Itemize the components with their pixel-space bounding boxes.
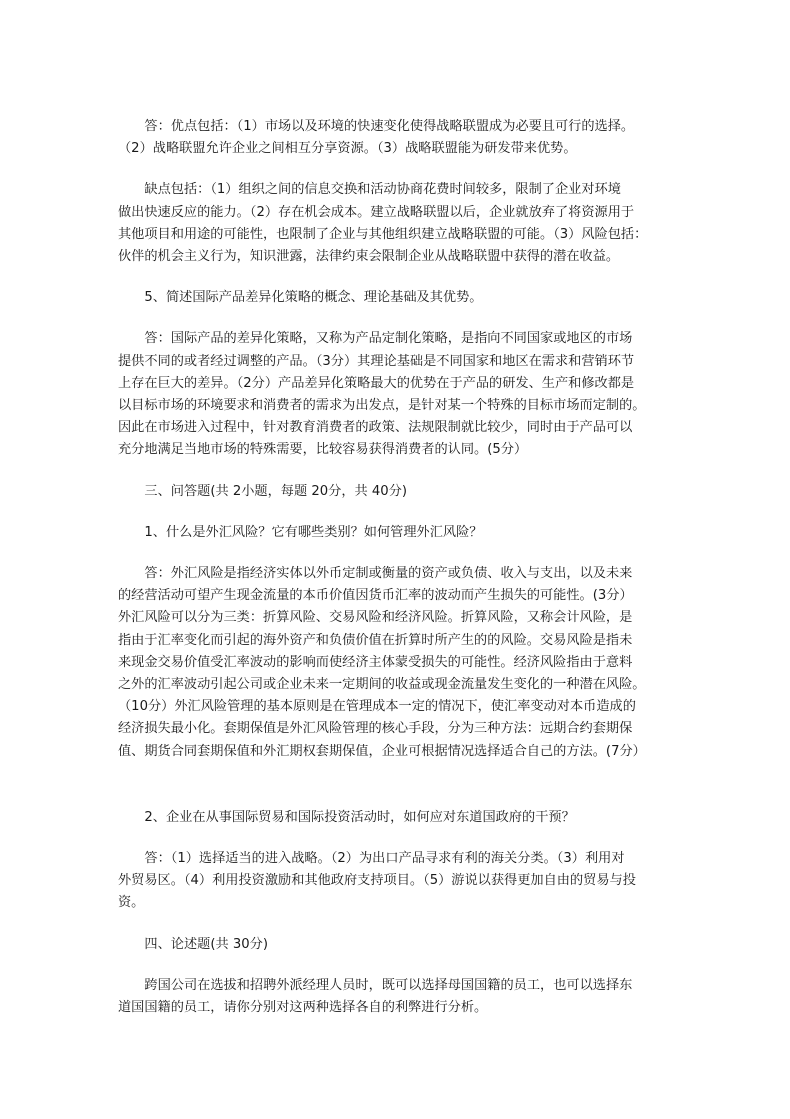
text-line: 缺点包括：（1）组织之间的信息交换和活动协商花费时间较多，限制了企业对环境 [144, 182, 621, 198]
text-line: 2、企业在从事国际贸易和国际投资活动时，如何应对东道国政府的干预？ [144, 809, 575, 825]
text-line: 经济损失最小化。套期保值是外汇风险管理的核心手段，分为三种方法：远期合约套期保 [118, 721, 633, 737]
text-line: （10分）外汇风险管理的基本原则是在管理成本一定的情况下，使汇率变动对本币造成的 [118, 699, 636, 715]
text-line: （2）战略联盟允许企业之间相互分享资源。（3）战略联盟能为研发带来优势。 [118, 141, 577, 157]
q4-strengths-paragraph [118, 116, 678, 160]
text-line: 三、问答题(共 2小题，每题 20分，共 40分) [144, 483, 408, 499]
document-page [118, 116, 678, 1019]
text-line: 上存在巨大的差异。（2分）产品差异化策略最大的优势在于产品的研发、生产和修改都是 [118, 375, 635, 391]
text-line: 因此在市场进入过程中，针对教育消费者的政策、法规限制就比较少，同时由于产品可以 [118, 420, 633, 436]
section3-heading [118, 481, 678, 503]
text-line: 值、期货合同套期保值和外汇期权套期保值，企业可根据情况选择适合自己的方法。(7分） [118, 743, 646, 759]
text-line: 资。 [118, 895, 145, 911]
text-line: 跨国公司在选拔和招聘外派经理人员时，既可以选择母国国籍的员工，也可以选择东 [144, 977, 633, 993]
text-line: 答：优点包括：（1）市场以及环境的快速变化使得战略联盟成为必要且可行的选择。 [144, 119, 635, 134]
s3-q2-question [118, 807, 678, 829]
text-line: 之外的汇率波动引起公司或企业未来一定期间的收益或现金流量发生变化的一种潜在风险。 [118, 677, 646, 693]
text-line: 5、简述国际产品差异化策略的概念、理论基础及其优势。 [144, 290, 483, 306]
text-line: 以目标市场的环境要求和消费者的需求为出发点，是针对某一个特殊的目标市场而定制的。 [118, 398, 646, 414]
text-line: 答：外汇风险是指经济实体以外币定制或衡量的资产或负债、收入与支出，以及未来 [144, 566, 633, 582]
text-line: 外贸易区。（4）利用投资激励和其他政府支持项目。（5）游说以获得更加自由的贸易与投 [118, 873, 636, 889]
q5-question [118, 287, 678, 309]
s3-q2-answer-paragraph [118, 848, 678, 915]
section4-prompt-paragraph [118, 975, 678, 1019]
s3-q1-question [118, 522, 678, 544]
q4-weaknesses-paragraph [118, 179, 678, 268]
text-line: 指由于汇率变化而引起的海外资产和负债价值在折算时所产生的的风险。交易风险是指未 [118, 632, 633, 648]
text-line: 提供不同的或者经过调整的产品。（3分）其理论基础是不同国家和地区在需求和营销环节 [118, 353, 635, 369]
text-line: 的经营活动可望产生现金流量的本币价值因货币汇率的波动而产生损失的可能性。(3分） [118, 588, 633, 604]
text-line: 做出快速反应的能力。（2）存在机会成本。建立战略联盟以后，企业就放弃了将资源用于 [118, 204, 635, 220]
section4-heading [118, 934, 678, 956]
text-line: 外汇风险可以分为三类：折算风险、交易风险和经济风险。折算风险，又称会计风险，是 [118, 610, 633, 626]
text-line: 其他项目和用途的可能性，也限制了企业与其他组织建立战略联盟的可能。（3）风险包括： [118, 226, 648, 242]
text-line: 四、论述题(共 30分) [144, 936, 268, 952]
text-line: 充分地满足当地市场的特殊需要，比较容易获得消费者的认同。(5分） [118, 442, 528, 458]
text-line: 伙伴的机会主义行为，知识泄露，法律约束会限制企业从战略联盟中获得的潜在收益。 [118, 249, 620, 265]
text-line: 答：（1）选择适当的进入战略。（2）为出口产品寻求有利的海关分类。（3）利用对 [144, 851, 625, 867]
text-line: 道国国籍的员工，请你分别对这两种选择各自的利弊进行分析。 [118, 1000, 488, 1016]
text-line: 来现金交易价值受汇率波动的影响而使经济主体蒙受损失的可能性。经济风险指由于意料 [118, 654, 633, 670]
q5-answer-paragraph [118, 328, 678, 461]
text-line: 1、什么是外汇风险？它有哪些类别？如何管理外汇风险？ [144, 524, 483, 540]
s3-q1-answer-paragraph [118, 563, 678, 763]
text-line: 答：国际产品的差异化策略，又称为产品定制化策略，是指向不同国家或地区的市场 [144, 331, 633, 347]
